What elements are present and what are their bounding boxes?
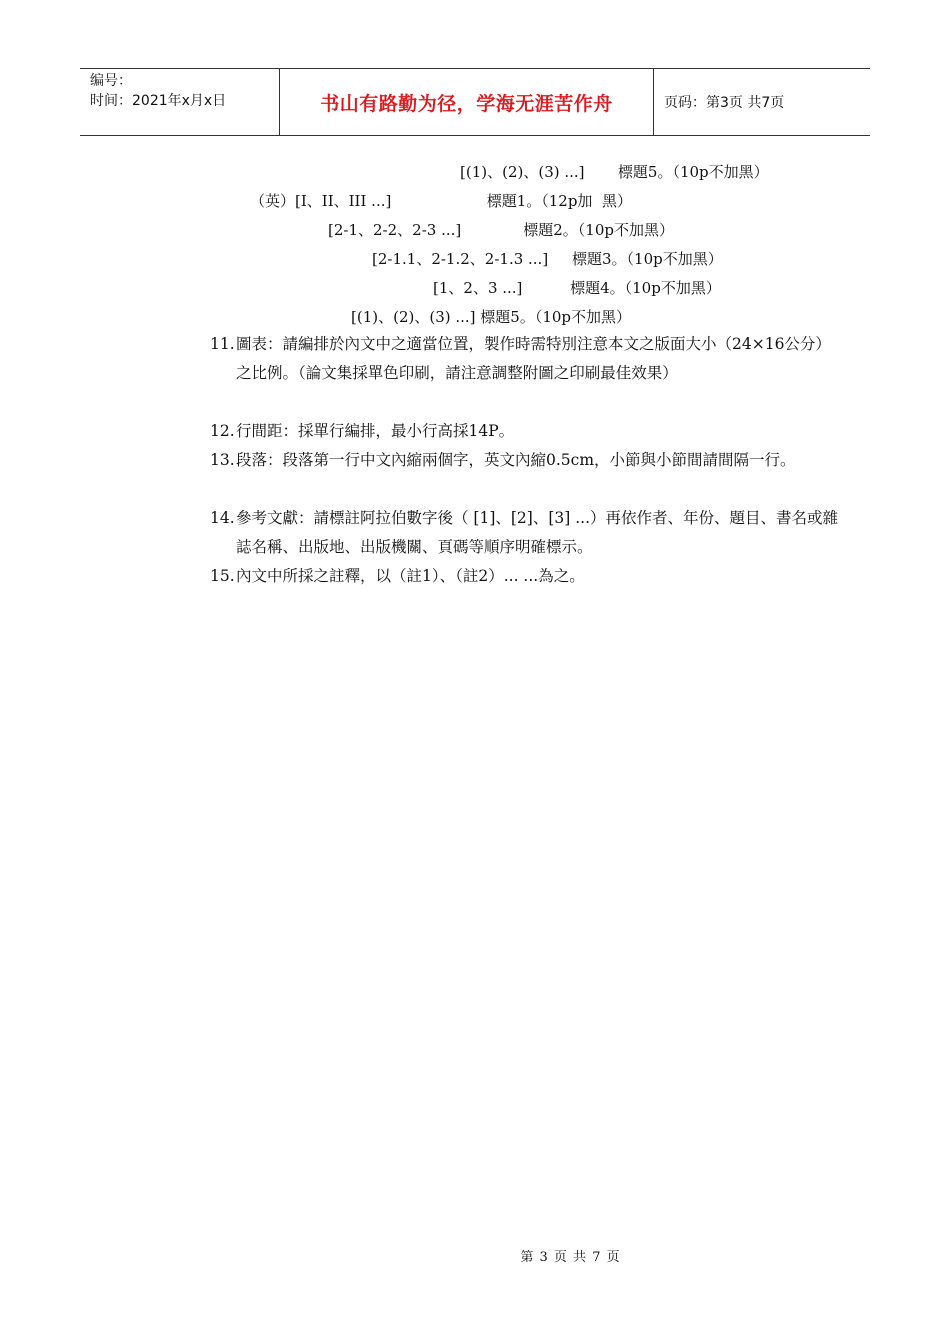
list-item <box>210 330 840 388</box>
header-motto-cell <box>280 69 654 135</box>
list-item <box>210 562 840 591</box>
outline-line: [(1)、(2)、(3) ...] 標題5。（10p不加黑） <box>351 308 632 326</box>
item-number: 11. <box>210 335 235 353</box>
item-text: 行間距：採單行編排，最小行高採14P。 <box>236 422 515 440</box>
outline-line: [2-1、2-2、2-3 ...] 標題2。（10p不加黑） <box>328 221 674 239</box>
page-label: 页码：第3页 共7页 <box>664 95 785 111</box>
item-text: 內文中所採之註釋，以（註1）、（註2）... ...為之。 <box>236 567 585 585</box>
item-number: 12. <box>210 422 235 440</box>
time-label: 时间：2021年x月x日 <box>90 93 227 109</box>
item-text: 參考文獻：請標註阿拉伯數字後（ [1]、[2]、[3] ...）再依作者、年份、題目、書名或雜誌名稱、出版地、出版機關、頁碼等順序明確標示。 <box>236 509 839 556</box>
item-number: 13. <box>210 451 235 469</box>
list-item <box>210 504 840 562</box>
footer-page-number: 第 3 页 共 7 页 <box>520 1250 620 1265</box>
item-text: 段落：段落第一行中文內縮兩個字，英文內縮0.5cm，小節與小節間請間隔一行。 <box>236 451 796 469</box>
header-meta <box>80 69 280 135</box>
item-number: 14. <box>210 509 235 527</box>
header-page-cell <box>654 69 870 135</box>
item-text: 圖表：請編排於內文中之適當位置，製作時需特別注意本文之版面大小（24×16公分）之比例。（論文集採單色印刷，請注意調整附圖之印刷最佳效果） <box>236 335 831 382</box>
number-label: 编号： <box>90 73 132 89</box>
list-item <box>210 446 840 475</box>
motto: 书山有路勤为径，学海无涯苦作舟 <box>320 92 613 115</box>
outline-line: [1、2、3 ...] 標題4。（10p不加黑） <box>433 279 721 297</box>
page-header <box>80 68 870 136</box>
outline-line: [2-1.1、2-1.2、2-1.3 ...] 標題3。（10p不加黑） <box>372 250 723 268</box>
list-item <box>210 417 840 446</box>
item-number: 15. <box>210 567 235 585</box>
outline-line: （英）[I、II、III ...] 標題1。（12p加 黑） <box>250 192 632 210</box>
outline-line: [(1)、(2)、(3) ...] 標題5。（10p不加黑） <box>460 163 769 181</box>
page-footer <box>0 1246 950 1265</box>
